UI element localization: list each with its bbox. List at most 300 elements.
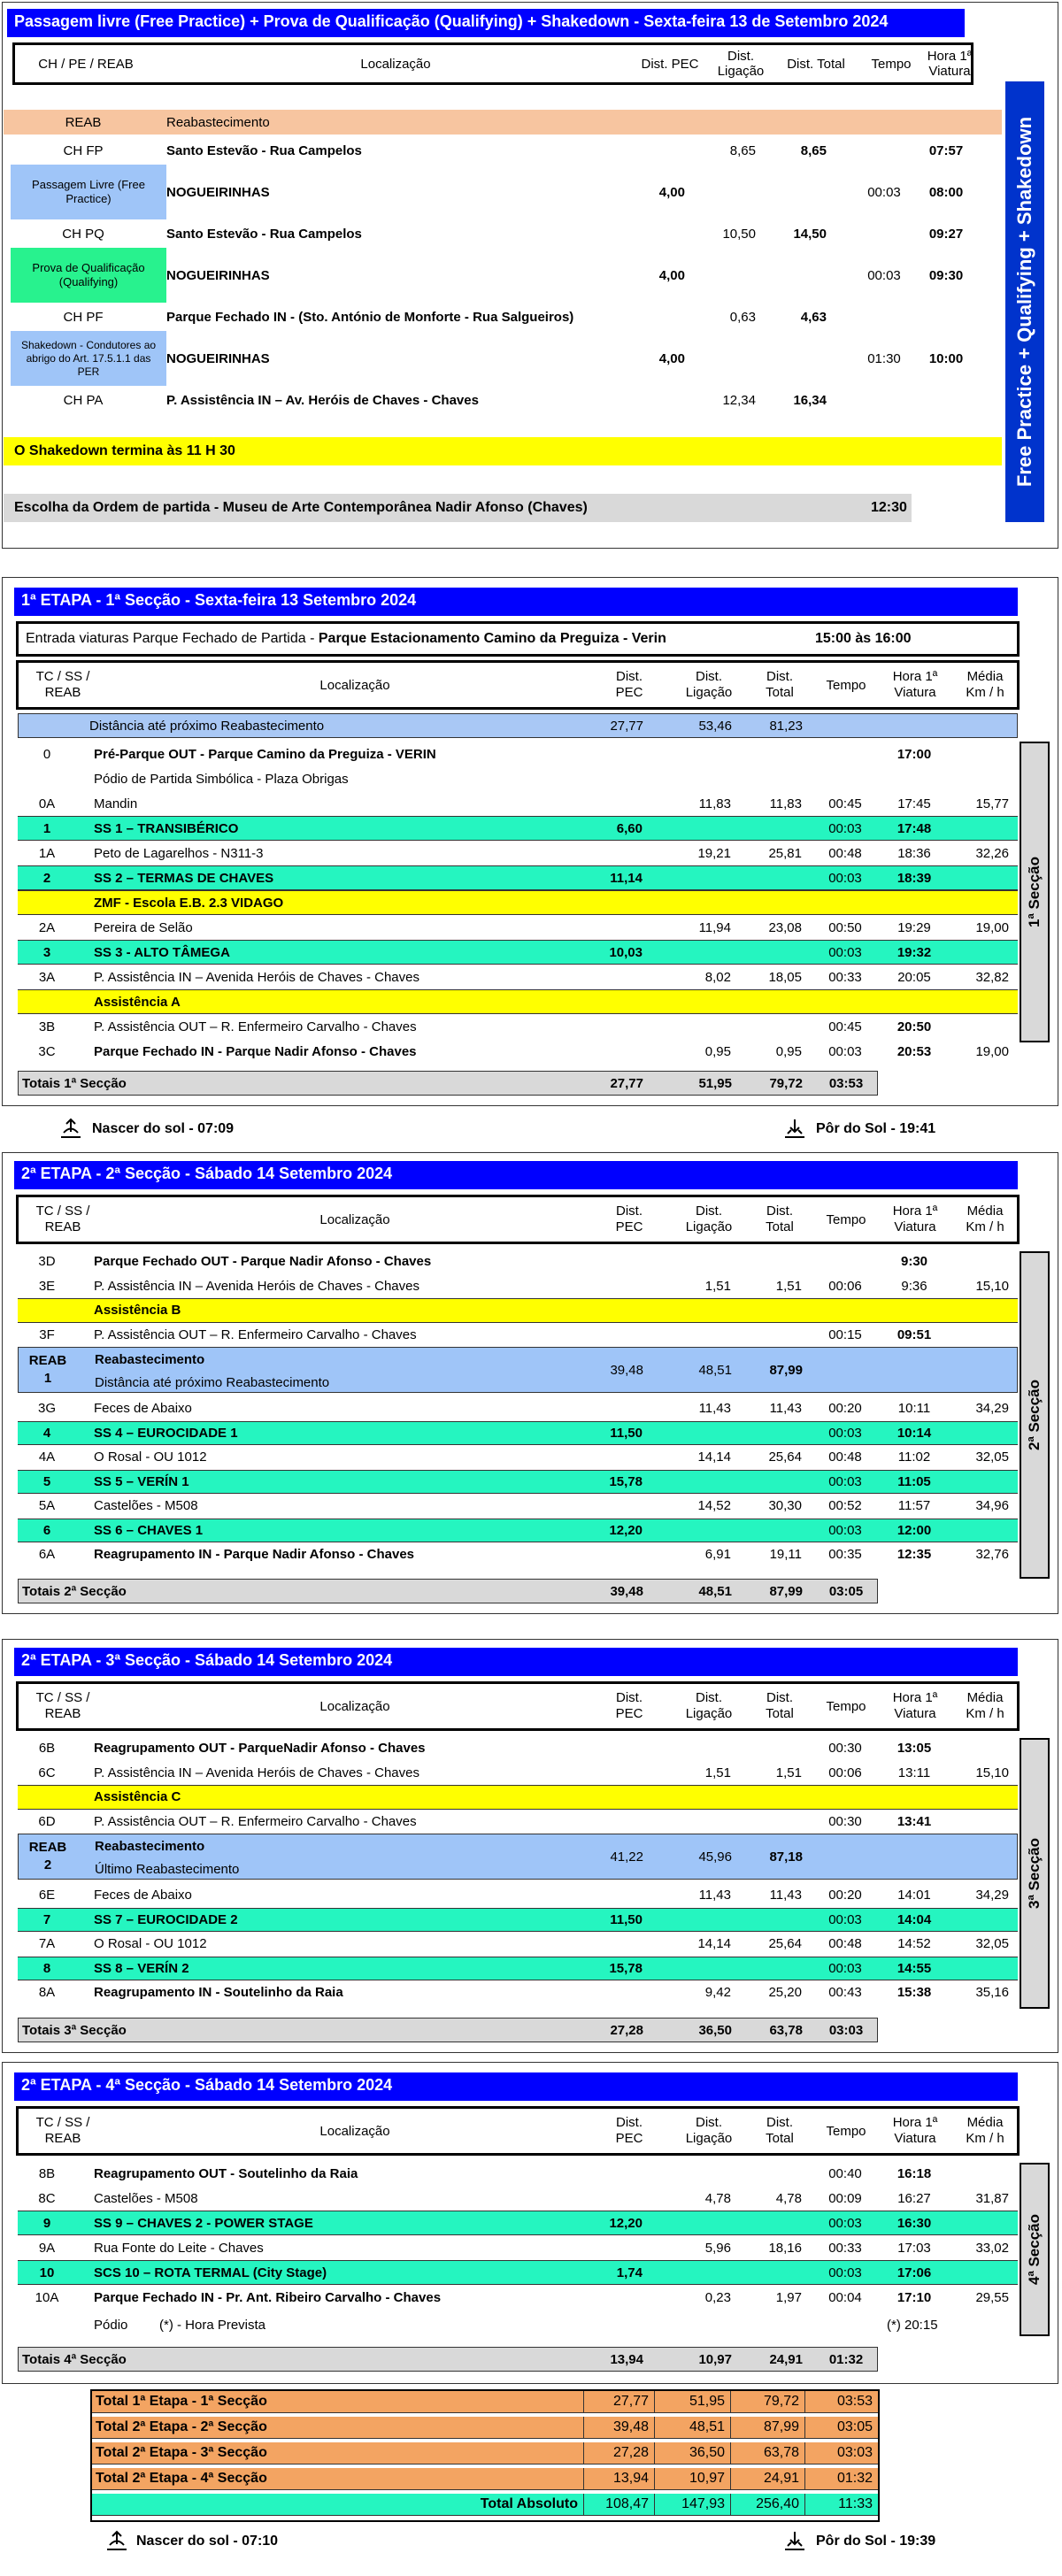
summary-lig: 51,95: [655, 2391, 731, 2412]
fp-total: 8,65: [800, 142, 827, 158]
row-location: Pódio de Partida Simbólica - Plaza Obrigas: [94, 771, 349, 787]
row-dist-pec: 11,50: [610, 1425, 643, 1441]
row-dist-pec: 11,50: [610, 1911, 643, 1927]
summary-tempo: 03:03: [836, 2445, 873, 2460]
row-tempo: 00:48: [828, 1936, 862, 1952]
row-tempo: 00:50: [828, 919, 862, 935]
fp-hdr-total: Dist. Total: [787, 56, 845, 72]
hdr-pec: Dist. PEC: [615, 1690, 643, 1721]
row-code: 6A: [38, 1547, 56, 1563]
hdr-lig: Dist. Ligação: [685, 1203, 733, 1234]
row-dist-total: 18,05: [768, 969, 802, 985]
fp-reab-row: [4, 110, 1002, 135]
row-dist-pec: [584, 1323, 643, 1348]
summary-tempo: 03:05: [836, 2419, 873, 2434]
row-code: 0A: [38, 796, 56, 811]
ordem-time: 12:30: [871, 500, 907, 515]
row-media: [947, 2261, 1009, 2284]
entrada-text: [26, 624, 804, 654]
entrada-place: Parque Estacionamento Camino da Preguiza - Verin: [318, 631, 666, 646]
tot-label: Totais 2ª Secção: [22, 1583, 127, 1599]
row-tempo: 00:06: [828, 1278, 862, 1294]
row-dist-pec: 12,20: [609, 1522, 643, 1538]
row-hora: 17:10: [897, 2289, 932, 2305]
s1-totals: [18, 1071, 878, 1096]
stage-row: [18, 1908, 1018, 1933]
row-dist-ligacao: [660, 2161, 731, 2186]
row-code: 3C: [38, 1043, 56, 1059]
row-dist-ligacao: 11,83: [698, 796, 731, 811]
row-location: O Rosal - OU 1012: [94, 1449, 207, 1465]
fp-hdr-lig: Dist. Ligação: [717, 49, 765, 79]
row-code: 1: [42, 820, 51, 836]
row-dist-total: 23,08: [768, 919, 802, 935]
row-dist-pec: [584, 1736, 643, 1761]
row-code: 8: [42, 1960, 51, 1976]
summary-lig: 147,93: [655, 2494, 731, 2515]
row-dist-ligacao: [660, 1323, 731, 1348]
row-dist-pec: [584, 1883, 643, 1908]
row-media: [947, 1250, 1009, 1274]
shakedown-note: [4, 437, 1002, 465]
row-media: 31,87: [975, 2190, 1009, 2206]
tot-total: 79,72: [769, 1075, 803, 1091]
row-hora: 17:48: [897, 820, 932, 836]
row-dist-pec: [584, 1014, 643, 1039]
summary-label: Total 2ª Etapa - 4ª Secção: [92, 2468, 584, 2489]
row-media: 34,29: [975, 1888, 1009, 1903]
row-dist-ligacao: 0,95: [704, 1043, 731, 1059]
row-dist-pec: [584, 1980, 643, 2005]
podio-label: Pódio: [94, 2317, 128, 2333]
row-tempo: 00:40: [828, 2165, 862, 2181]
row-tempo: 00:03: [828, 1043, 862, 1059]
row-dist-ligacao: 6,91: [704, 1547, 731, 1563]
fp-loc: NOGUEIRINHAS: [166, 184, 270, 200]
stage-row: [18, 865, 1018, 890]
row-dist-total: 11,43: [769, 1401, 802, 1417]
row-location: Parque Fechado OUT - Parque Nadir Afonso - Chaves: [94, 1254, 432, 1270]
tot-tempo: 03:05: [828, 1583, 864, 1599]
summary-total: 24,91: [731, 2468, 805, 2489]
row-location: SS 9 – CHAVES 2 - POWER STAGE: [94, 2215, 313, 2231]
row-dist-total: 25,64: [768, 1449, 802, 1465]
s2-title: 2ª ETAPA - 2ª Secção - Sábado 14 Setembro 2024: [14, 1161, 1018, 1189]
fp-row: [4, 388, 1002, 412]
row-hora: [883, 1299, 945, 1322]
row-dist-ligacao: [660, 990, 731, 1013]
row-hora: 17:03: [897, 2240, 931, 2256]
row-tempo: [814, 1786, 876, 1809]
sunrise-icon: [58, 1118, 83, 1141]
row-tempo: 00:03: [828, 1473, 862, 1489]
s3-totals: [18, 2018, 878, 2042]
s1-dist-reab: [18, 713, 1018, 738]
summary-total: 79,72: [731, 2391, 805, 2412]
row-hora: [883, 1786, 945, 1809]
s3-side-label: [1020, 1738, 1050, 2009]
row-location: Pré-Parque OUT - Parque Camino da Preguiza - VERIN: [94, 746, 436, 762]
row-dist-pec: [584, 1039, 643, 1064]
row-hora: 14:01: [897, 1888, 931, 1903]
row-code: 3B: [38, 1019, 56, 1034]
s3-side-label-text: 3ª Secção: [1026, 1837, 1043, 1910]
row-dist-total: [731, 891, 802, 914]
ordem-text: Escolha da Ordem de partida - Museu de Arte Contemporânea Nadir Afonso (Chaves): [14, 500, 588, 515]
row-dist-pec: [584, 1786, 643, 1809]
fp-loc: Santo Estevão - Rua Campelos: [166, 142, 362, 158]
row-dist-pec: [584, 965, 643, 989]
row-dist-pec: [584, 1932, 643, 1957]
tot-lig: 51,95: [698, 1075, 732, 1091]
itinerary-row: [18, 1542, 1018, 1567]
sunset-icon: [782, 1118, 807, 1141]
hdr-loc: Localização: [319, 2123, 390, 2139]
tot-tempo: 03:53: [828, 1075, 864, 1091]
row-media: 29,55: [975, 2289, 1009, 2305]
row-hora: 19:32: [897, 944, 932, 960]
dist-reab-lig: 53,46: [698, 718, 732, 734]
row-code: [18, 1299, 76, 1322]
row-dist-total: [731, 1519, 802, 1542]
tot-pec: 39,48: [610, 1583, 643, 1599]
row-dist-total: [731, 1909, 802, 1932]
row-dist-pec: 10,03: [609, 944, 643, 960]
itinerary-row: [18, 1250, 1018, 1274]
tot-lig: 36,50: [698, 2022, 732, 2038]
row-dist-pec: [584, 1396, 643, 1421]
row-dist-total: 25,64: [768, 1936, 802, 1952]
s4-side-label: [1020, 2163, 1050, 2336]
row-tempo: 00:30: [828, 1741, 862, 1757]
tot-pec: 27,28: [610, 2022, 643, 2038]
row-hora: 13:11: [897, 1765, 931, 1780]
hdr-lig: Dist. Ligação: [685, 2115, 733, 2146]
row-code: 6C: [38, 1765, 56, 1780]
row-dist-pec: [584, 891, 643, 914]
summary-row: [92, 2468, 878, 2490]
fp-row: [4, 165, 1002, 219]
row-tempo: 00:48: [828, 845, 862, 861]
row-location: P. Assistência OUT – R. Enfermeiro Carvalho - Chaves: [94, 1326, 417, 1342]
row-dist-total: 1,97: [775, 2289, 802, 2305]
itinerary-row: [18, 1445, 1018, 1470]
s1-title: 1ª ETAPA - 1ª Secção - Sexta-feira 13 Setembro 2024: [14, 588, 1018, 616]
row-location: O Rosal - OU 1012: [94, 1936, 207, 1952]
row-dist-total: [731, 1299, 802, 1322]
summary-label: Total 2ª Etapa - 2ª Secção: [92, 2417, 584, 2438]
stage-row: [18, 1957, 1018, 1981]
row-location: Feces de Abaixo: [94, 1888, 192, 1903]
refuel-label: Reabastecimento: [95, 1351, 205, 1367]
row-dist-total: [731, 817, 802, 840]
row-hora: 12:00: [897, 1522, 932, 1538]
row-dist-pec: 15,78: [609, 1960, 643, 1976]
dist-reab-pec: 27,77: [610, 718, 643, 734]
row-media: [947, 1471, 1009, 1494]
fp-row: [4, 304, 1002, 329]
itinerary-row: [18, 2235, 1018, 2260]
row-dist-ligacao: [660, 891, 731, 914]
hdr-total: Dist. Total: [766, 669, 794, 700]
row-hora: 14:55: [897, 1960, 932, 1976]
row-location: ZMF - Escola E.B. 2.3 VIDAGO: [94, 895, 284, 911]
row-tempo: 00:48: [828, 1449, 862, 1465]
row-dist-total: [731, 742, 802, 766]
row-media: 32,26: [975, 845, 1009, 861]
row-location: P. Assistência IN – Avenida Heróis de Chaves - Chaves: [94, 1765, 419, 1780]
itinerary-row: [18, 766, 1018, 791]
refuel-total: 87,18: [769, 1849, 803, 1865]
row-dist-total: 1,51: [775, 1765, 802, 1780]
refuel-row: [18, 1347, 1018, 1393]
itinerary-row: [18, 1810, 1018, 1834]
summary-label: Total 1ª Etapa - 1ª Secção: [92, 2391, 584, 2412]
row-dist-pec: 11,14: [610, 870, 643, 886]
hdr-total: Dist. Total: [766, 1203, 794, 1234]
fp-lig: 12,34: [722, 392, 756, 408]
row-location: Reagrupamento IN - Soutelinho da Raia: [94, 1985, 343, 2001]
hdr-media: Média Km / h: [966, 669, 1004, 700]
row-dist-total: [731, 2261, 802, 2284]
row-dist-total: 30,30: [768, 1498, 802, 1514]
row-hora: 13:41: [897, 1813, 932, 1829]
row-tempo: 00:35: [828, 1547, 862, 1563]
row-dist-total: 25,81: [768, 845, 802, 861]
row-dist-pec: [584, 841, 643, 865]
s3-header: [16, 1681, 1020, 1731]
fp-tempo: 00:03: [867, 184, 901, 200]
row-dist-ligacao: [660, 1014, 731, 1039]
refuel-pec: 41,22: [610, 1849, 643, 1865]
row-location: Feces de Abaixo: [94, 1401, 192, 1417]
s2-totals: [18, 1579, 878, 1603]
row-tempo: 00:03: [828, 1425, 862, 1441]
sunset-text: Pôr do Sol - 19:41: [816, 1121, 936, 1136]
summary-absolute-row: [92, 2494, 878, 2516]
row-hora: 19:29: [897, 919, 931, 935]
row-dist-ligacao: [660, 1909, 731, 1932]
row-code: 3A: [38, 969, 56, 985]
row-hora: 16:30: [897, 2215, 932, 2231]
row-media: [947, 1736, 1009, 1761]
fp-row: [4, 248, 1002, 303]
hdr-hora: Hora 1ª Viatura: [892, 2115, 938, 2146]
fp-total: 4,63: [800, 309, 827, 325]
row-hora: 17:45: [897, 796, 931, 811]
tot-lig: 48,51: [698, 1583, 732, 1599]
row-dist-total: [731, 1422, 802, 1445]
fp-code: Passagem Livre (Free Practice): [11, 165, 166, 219]
refuel-total: 87,99: [769, 1362, 803, 1378]
s2-side-label-text: 2ª Secção: [1026, 1379, 1043, 1451]
summary-pec: 108,47: [584, 2494, 655, 2515]
tot-label: Totais 1ª Secção: [22, 1075, 127, 1091]
row-tempo: [814, 742, 876, 766]
row-hora: 9:30: [900, 1254, 928, 1270]
row-dist-ligacao: 1,51: [704, 1278, 731, 1294]
row-code: 8B: [38, 2165, 56, 2181]
row-hora: 09:51: [897, 1326, 932, 1342]
s4-totals: [18, 2347, 878, 2372]
summary-total: 256,40: [731, 2494, 805, 2515]
fp-code: Shakedown - Condutores ao abrigo do Art. 17.5.1.1 das PER: [11, 331, 166, 386]
itinerary-row: [18, 965, 1018, 989]
fp-hora: 08:00: [928, 184, 964, 200]
row-tempo: 00:03: [828, 2265, 862, 2280]
tot-label: Totais 4ª Secção: [22, 2351, 127, 2367]
row-tempo: 00:30: [828, 1813, 862, 1829]
itinerary-row: [18, 791, 1018, 816]
row-tempo: 00:09: [828, 2190, 862, 2206]
row-tempo: 00:20: [828, 1401, 862, 1417]
sunrise-icon: [104, 2530, 129, 2553]
stage-row: [18, 2211, 1018, 2235]
refuel-sublabel: Último Reabastecimento: [95, 1861, 240, 1877]
fp-code: Prova de Qualificação (Qualifying): [11, 248, 166, 303]
itinerary-row: [18, 1883, 1018, 1908]
row-media: [947, 1519, 1009, 1542]
fp-side-label-text: Free Practice + Qualifying + Shakedown: [1013, 116, 1035, 488]
fp-code: CH PF: [63, 309, 104, 325]
fp-lig: 0,63: [729, 309, 756, 325]
row-location: SCS 10 – ROTA TERMAL (City Stage): [94, 2265, 327, 2280]
stage-row: [18, 1470, 1018, 1495]
refuel-code-2: 2: [43, 1857, 52, 1872]
row-dist-total: [731, 1323, 802, 1348]
row-location: Assistência C: [94, 1789, 181, 1805]
hdr-lig: Dist. Ligação: [685, 1690, 733, 1721]
row-tempo: 00:03: [828, 820, 862, 836]
row-dist-pec: [584, 915, 643, 940]
tot-pec: 27,77: [610, 1075, 643, 1091]
row-dist-ligacao: 4,78: [704, 2190, 731, 2206]
row-dist-ligacao: [660, 1299, 731, 1322]
row-media: [947, 1957, 1009, 1980]
row-hora: 14:04: [897, 1911, 932, 1927]
tot-pec: 13,94: [610, 2351, 643, 2367]
itinerary-row: [18, 1980, 1018, 2005]
fp-side-label: [1005, 81, 1044, 522]
row-code: 8A: [38, 1985, 56, 2001]
assistance-row: [18, 1298, 1018, 1323]
row-media: [947, 2161, 1009, 2186]
row-media: [947, 2211, 1009, 2234]
tot-label: Totais 3ª Secção: [22, 2022, 127, 2038]
row-code: 3F: [39, 1326, 55, 1342]
row-code: 9A: [38, 2240, 56, 2256]
row-hora: 15:38: [897, 1985, 932, 2001]
row-dist-pec: 12,20: [609, 2215, 643, 2231]
row-media: [947, 1014, 1009, 1039]
row-location: P. Assistência OUT – R. Enfermeiro Carvalho - Chaves: [94, 1019, 417, 1034]
row-hora: 20:05: [897, 969, 931, 985]
row-dist-ligacao: [660, 766, 731, 791]
stage-row: [18, 2260, 1018, 2285]
row-dist-pec: [584, 1761, 643, 1786]
fp-code: CH FP: [63, 142, 104, 158]
tot-total: 87,99: [769, 1583, 803, 1599]
row-hora: 11:05: [897, 1473, 931, 1489]
row-hora: 12:35: [897, 1547, 932, 1563]
row-tempo: 00:03: [828, 944, 862, 960]
row-tempo: 00:45: [828, 796, 862, 811]
row-dist-ligacao: 14,14: [697, 1936, 731, 1952]
fp-hdr-loc: Localização: [360, 56, 431, 72]
fp-loc: NOGUEIRINHAS: [166, 350, 270, 366]
itinerary-row: [18, 1039, 1018, 1064]
podio-row: [18, 2313, 1018, 2336]
summary-label: Total 2ª Etapa - 3ª Secção: [92, 2442, 584, 2464]
fp-tempo: 01:30: [867, 350, 901, 366]
sunrise-text: Nascer do sol - 07:10: [136, 2534, 279, 2549]
fp-loc: P. Assistência IN – Av. Heróis de Chaves - Chaves: [166, 392, 479, 408]
refuel-sublabel: Distância até próximo Reabastecimento: [95, 1374, 330, 1390]
row-hora: 16:18: [897, 2165, 932, 2181]
fp-total: 14,50: [793, 226, 827, 242]
s2-side-label: [1020, 1251, 1050, 1579]
row-media: 19,00: [975, 919, 1009, 935]
row-hora: 18:39: [897, 870, 932, 886]
assistance-row: [18, 1785, 1018, 1810]
row-media: 34,96: [975, 1498, 1009, 1514]
row-dist-total: [731, 2211, 802, 2234]
s4-header: [16, 2106, 1020, 2156]
row-tempo: 00:03: [828, 1960, 862, 1976]
row-dist-total: 1,51: [775, 1278, 802, 1294]
fp-row: [4, 221, 1002, 246]
row-dist-total: [731, 766, 802, 791]
row-dist-total: [731, 2161, 802, 2186]
row-tempo: [814, 891, 876, 914]
fp-row: [4, 138, 1002, 163]
row-media: [947, 1786, 1009, 1809]
row-media: 15,77: [975, 796, 1009, 811]
row-hora: [883, 766, 945, 791]
row-dist-pec: [584, 1445, 643, 1470]
fp-loc: NOGUEIRINHAS: [166, 267, 270, 283]
hdr-code: TC / SS / REAB: [35, 1690, 90, 1721]
row-dist-ligacao: 5,96: [704, 2240, 731, 2256]
row-hora: 9:36: [901, 1278, 927, 1294]
row-dist-ligacao: [660, 1422, 731, 1445]
row-hora: 13:05: [897, 1741, 932, 1757]
row-dist-ligacao: [660, 1786, 731, 1809]
row-media: [947, 766, 1009, 791]
row-hora: 17:06: [897, 2265, 932, 2280]
fp-hdr-hora: Hora 1ª Viatura: [927, 49, 973, 79]
entrada-prefix: Entrada viaturas Parque Fechado de Partida -: [26, 631, 315, 646]
hdr-loc: Localização: [319, 677, 390, 693]
dist-reab-label: Distância até próximo Reabastecimento: [89, 718, 325, 734]
row-dist-ligacao: [660, 2261, 731, 2284]
summary-tempo: 11:33: [838, 2496, 873, 2511]
row-tempo: 00:03: [828, 870, 862, 886]
s3-title: 2ª ETAPA - 3ª Secção - Sábado 14 Setembro 2024: [14, 1648, 1018, 1676]
row-dist-total: 25,20: [768, 1985, 802, 2001]
assistance-row: [18, 989, 1018, 1014]
row-code: 2: [42, 870, 51, 886]
row-dist-total: [731, 1736, 802, 1761]
sum-sunrise: [104, 2529, 278, 2554]
hdr-hora: Hora 1ª Viatura: [892, 669, 938, 700]
summary-tempo: 01:32: [836, 2471, 873, 2486]
row-location: Castelões - M508: [94, 2190, 198, 2206]
row-location: P. Assistência IN – Avenida Heróis de Chaves - Chaves: [94, 1278, 419, 1294]
hdr-code: TC / SS / REAB: [35, 2115, 90, 2146]
itinerary-row: [18, 1323, 1018, 1348]
row-hora: 11:57: [897, 1498, 931, 1514]
